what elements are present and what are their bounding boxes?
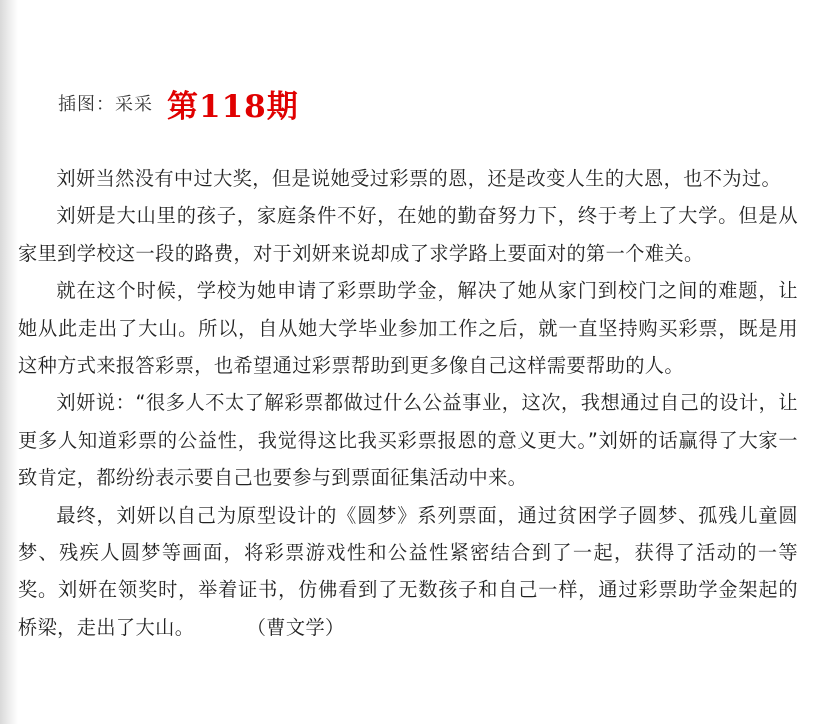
article-paragraph: 刘妍说：“很多人不太了解彩票都做过什么公益事业，这次，我想通过自己的设计，让更多人知道彩票的公益性，我觉得这比我买彩票报恩的意义更大。”刘妍的话赢得了大家一致肯定，都纷纷表示要自己也要参与到票面征集活动中来。 (18, 391, 798, 490)
article-paragraph: 刘妍是大山里的孩子，家庭条件不好，在她的勤奋努力下，终于考上了大学。但是从家里到学校这一段的路费，对于刘妍来说却成了求学路上要面对的第一个难关。 (18, 204, 798, 265)
issue-number: 第118期 (167, 88, 299, 125)
illustration-credit: 插图：采采 (58, 94, 153, 115)
article-paragraph-text: 最终，刘妍以自己为原型设计的《圆梦》系列票面，通过贫困学子圆梦、孤残儿童圆梦、残疾人圆梦等画面，将彩票游戏性和公益性紧密结合到了一起，获得了活动的一等奖。刘妍在领奖时，举着证书，仿佛看到了无数孩子和自己一样，通过彩票助学金架起的桥梁，走出了大山。 (18, 503, 798, 639)
article-paragraph: 就在这个时候，学校为她申请了彩票助学金，解决了她从家门到校门之间的难题，让她从此走出了大山。所以，自从她大学毕业参加工作之后，就一直坚持购买彩票，既是用这种方式来报答彩票，也希望通过彩票帮助到更多像自己这样需要帮助的人。 (18, 279, 798, 378)
page-edge-shadow (0, 0, 18, 724)
article-body (18, 160, 798, 646)
article-paragraph-last (18, 497, 798, 647)
article-paragraph: 刘妍当然没有中过大奖，但是说她受过彩票的恩，还是改变人生的大恩，也不为过。 (56, 167, 782, 190)
author-byline: （曹文学） (256, 615, 345, 639)
article-header (58, 80, 299, 126)
